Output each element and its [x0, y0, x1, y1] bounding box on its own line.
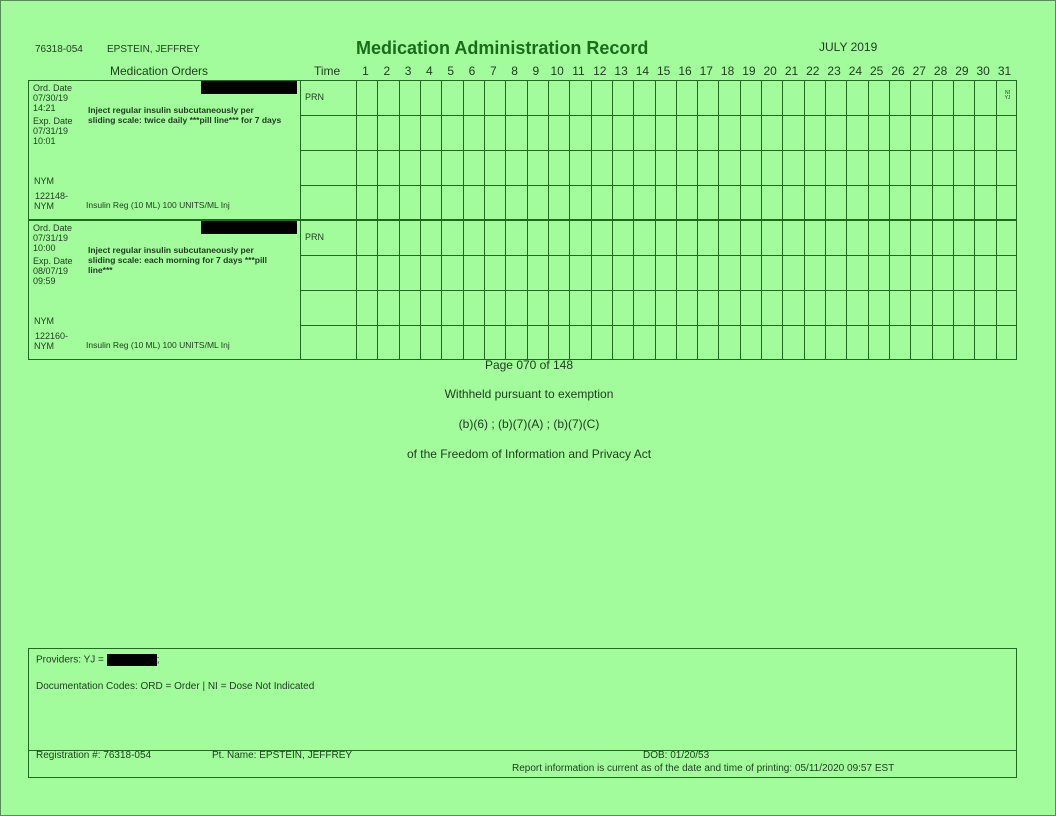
exp-date-label: Exp. Date — [33, 256, 73, 266]
day-column-line — [740, 80, 741, 360]
day-header: 20 — [763, 64, 777, 78]
column-divider — [300, 80, 301, 360]
day-header: 29 — [955, 64, 969, 78]
day-header: 23 — [827, 64, 841, 78]
page-title: Medication Administration Record — [356, 38, 649, 58]
day-column-line — [868, 80, 869, 360]
day-header: 4 — [426, 64, 433, 78]
medication-orders-heading: Medication Orders — [110, 64, 209, 78]
header-registration-id: 76318-054 — [35, 44, 83, 55]
redaction-box — [201, 221, 297, 234]
footer-box — [28, 648, 1017, 778]
rx-number: 122160- — [35, 331, 69, 341]
note-code: NI — [1005, 90, 1010, 96]
day-header: 10 — [550, 64, 564, 78]
exp-date: 07/31/19 — [33, 126, 69, 136]
row-line — [300, 325, 1017, 326]
day-header: 5 — [447, 64, 455, 78]
day-column-line — [974, 80, 975, 360]
order-location: NYM — [34, 316, 54, 326]
exp-date-label: Exp. Date — [33, 116, 73, 126]
providers-label: Providers: YJ = — [36, 654, 104, 666]
day-header: 2 — [383, 64, 391, 78]
documentation-codes: Documentation Codes: ORD = Order | NI = Dose Not Indicated — [36, 681, 315, 692]
day-header: 17 — [699, 64, 713, 78]
footer-patient-name: Pt. Name: EPSTEIN, JEFFREY — [212, 750, 353, 761]
note-initials: YJ — [1004, 95, 1011, 101]
column-divider — [356, 80, 357, 360]
day-header: 9 — [532, 64, 540, 78]
time-prn: PRN — [305, 92, 325, 102]
order-date: 07/31/19 — [33, 233, 69, 243]
day-column-line — [932, 80, 933, 360]
time-prn: PRN — [305, 232, 325, 242]
order-time: 14:21 — [33, 103, 56, 113]
row-line — [300, 185, 1017, 186]
day-column-line — [633, 80, 634, 360]
exemption-codes: (b)(6) ; (b)(7)(A) ; (b)(7)(C) — [458, 417, 600, 431]
day-header: 26 — [891, 64, 905, 78]
day-header: 14 — [635, 64, 650, 78]
day-header: 22 — [806, 64, 820, 78]
day-column-line — [761, 80, 762, 360]
day-header: 19 — [742, 64, 756, 78]
day-header: 15 — [657, 64, 671, 78]
dose-note — [997, 91, 1018, 101]
day-column-line — [612, 80, 613, 360]
day-column-line — [399, 80, 400, 360]
day-header: 12 — [593, 64, 607, 78]
day-header: 16 — [678, 64, 692, 78]
order-location: NYM — [34, 176, 54, 186]
day-column-line — [527, 80, 528, 360]
day-column-line — [591, 80, 592, 360]
day-header: 27 — [912, 64, 926, 78]
order-date: 07/30/19 — [33, 93, 69, 103]
row-line — [300, 115, 1017, 116]
day-header: 21 — [784, 64, 799, 78]
day-header: 30 — [976, 64, 990, 78]
day-column-line — [846, 80, 847, 360]
day-header: 3 — [404, 64, 412, 78]
order-instructions: Inject regular insulin subcutaneously per sliding scale: each morning for 7 days ***pill line*** — [88, 245, 268, 275]
day-column-line — [953, 80, 954, 360]
exp-time: 09:59 — [33, 276, 56, 286]
day-header: 31 — [997, 64, 1012, 78]
row-line — [300, 255, 1017, 256]
day-header: 25 — [870, 64, 884, 78]
day-header: 24 — [848, 64, 863, 78]
day-column-line — [463, 80, 464, 360]
day-column-line — [569, 80, 570, 360]
exp-time: 10:01 — [33, 136, 56, 146]
day-header: 1 — [362, 64, 369, 78]
row-line — [300, 290, 1017, 291]
report-info: Report information is current as of the date and time of printing: 05/11/2020 09:57 EST — [512, 763, 895, 774]
footer-registration: Registration #: 76318-054 — [36, 750, 152, 761]
day-header: 28 — [933, 64, 948, 78]
day-column-line — [782, 80, 783, 360]
rx-number: 122148- — [35, 191, 69, 201]
day-column-line — [697, 80, 698, 360]
drug-name: Insulin Reg (10 ML) 100 UNITS/ML Inj — [86, 200, 230, 210]
footer-dob: DOB: 01/20/53 — [643, 750, 710, 761]
day-column-line — [825, 80, 826, 360]
day-column-line — [505, 80, 506, 360]
order-date-label: Ord. Date — [33, 223, 73, 233]
order-instructions: Inject regular insulin subcutaneously per sliding scale: twice daily ***pill line*** for 7 days — [88, 105, 282, 125]
record-month: JULY 2019 — [819, 40, 878, 54]
drug-name: Insulin Reg (10 ML) 100 UNITS/ML Inj — [86, 340, 230, 350]
footer-divider — [29, 750, 1016, 751]
day-column-line — [889, 80, 890, 360]
exp-date: 08/07/19 — [33, 266, 69, 276]
day-header: 6 — [468, 64, 476, 78]
withheld-notice: Withheld pursuant to exemption — [444, 387, 614, 401]
day-header: 11 — [572, 64, 585, 78]
day-column-line — [484, 80, 485, 360]
day-column-line — [676, 80, 677, 360]
administration-grid — [28, 80, 1017, 360]
day-column-line — [420, 80, 421, 360]
rx-location: NYM — [34, 201, 54, 211]
day-column-line — [548, 80, 549, 360]
header-patient-name: EPSTEIN, JEFFREY — [107, 44, 200, 55]
day-column-line — [910, 80, 911, 360]
rx-location: NYM — [34, 341, 54, 351]
day-column-line — [996, 80, 997, 360]
foia-notice: of the Freedom of Information and Privacy Act — [406, 447, 652, 461]
day-column-line — [804, 80, 805, 360]
order-date-label: Ord. Date — [33, 83, 73, 93]
page-number: Page 070 of 148 — [484, 358, 574, 372]
day-column-line — [655, 80, 656, 360]
redaction-box — [201, 81, 297, 94]
day-header: 18 — [720, 64, 735, 78]
day-column-line — [377, 80, 378, 360]
day-header: 8 — [511, 64, 518, 78]
redaction-box — [107, 654, 157, 666]
day-column-line — [718, 80, 719, 360]
day-header: 7 — [489, 64, 497, 78]
time-heading: Time — [314, 64, 341, 78]
providers-end: ; — [156, 654, 160, 666]
day-header: 13 — [614, 64, 628, 78]
order-time: 10:00 — [33, 243, 56, 253]
row-line — [300, 150, 1017, 151]
providers-line — [36, 654, 159, 666]
day-column-line — [441, 80, 442, 360]
